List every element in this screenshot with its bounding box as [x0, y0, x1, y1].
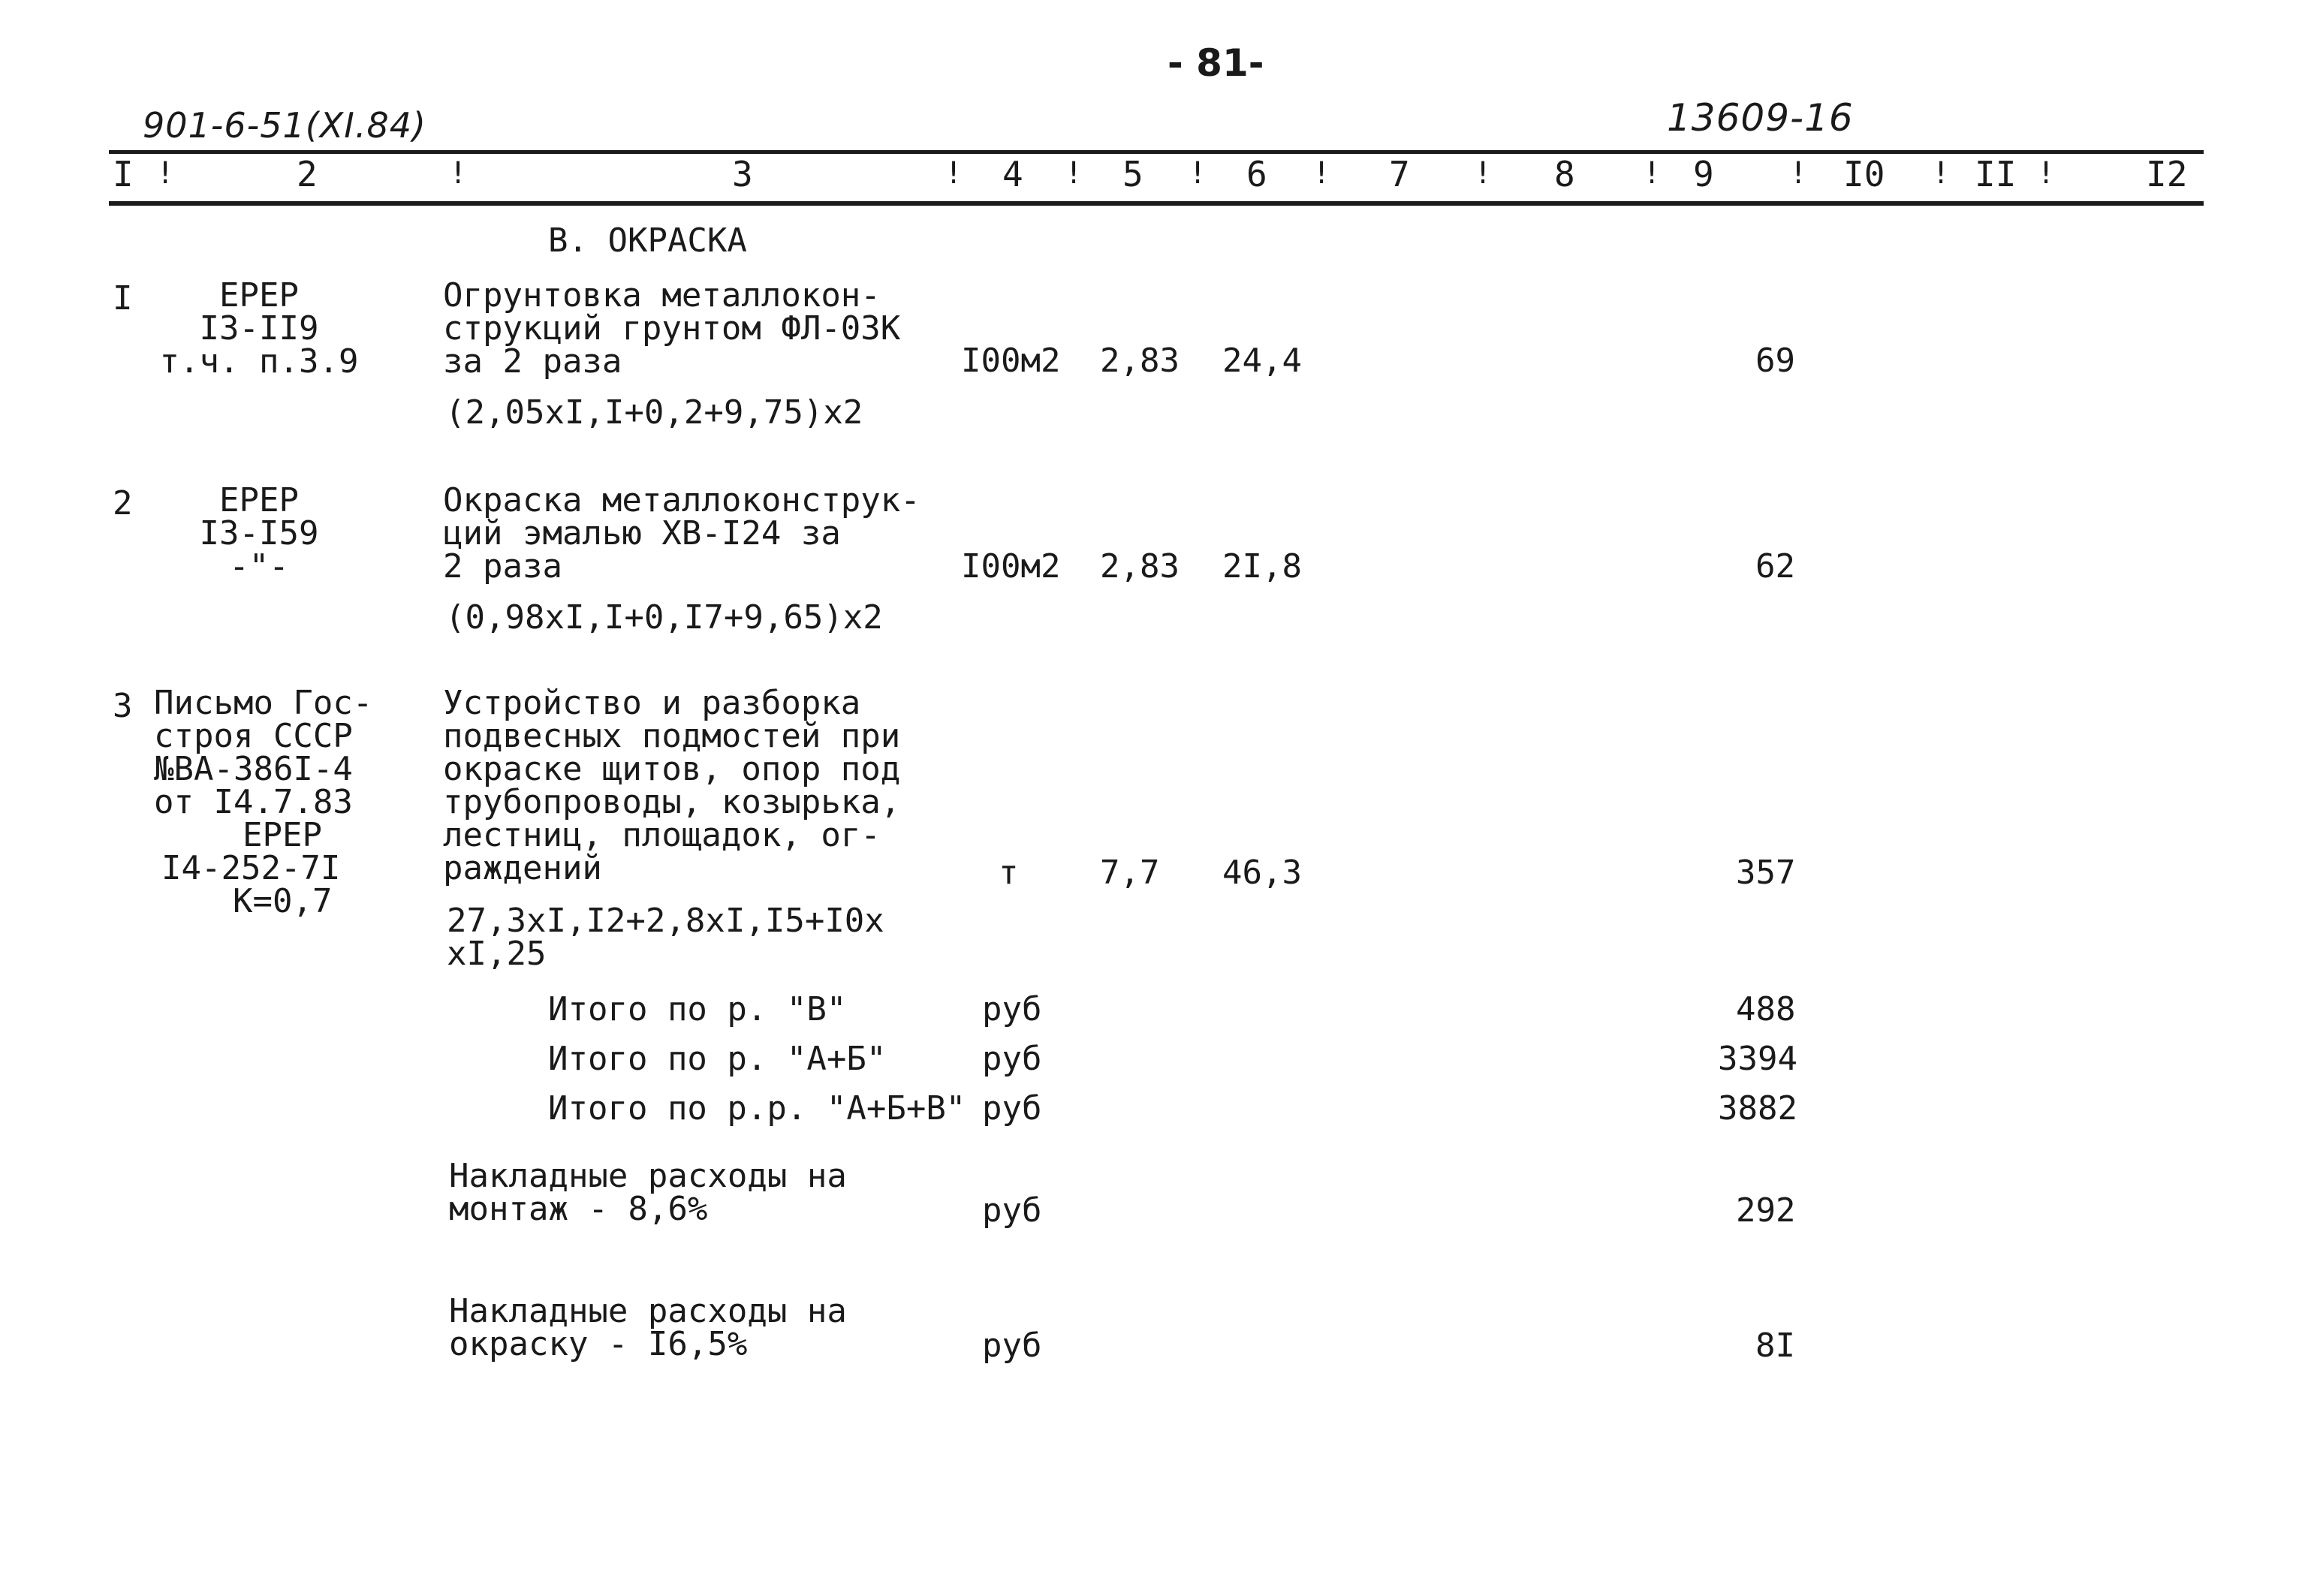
col-separator: ! — [1932, 156, 1951, 191]
totals-unit: руб — [982, 1040, 1042, 1078]
row-quantity: 7,7 — [1100, 854, 1160, 892]
row-description: Окраска металлоконструк- ций эмалью ХВ-I24 за 2 раза — [443, 481, 920, 586]
row-total: 62 — [1755, 547, 1795, 586]
col-header-12: I2 — [2146, 154, 2188, 194]
col-header-7: 7 — [1389, 154, 1410, 194]
totals-label: Итого по р. "В" — [548, 990, 847, 1028]
col-header-9: 9 — [1693, 154, 1714, 194]
row-description: Устройство и разборка подвесных подмостей при окраске щитов, опор под трубопроводы, козырька, лестниц, площадок, ог- раждений — [443, 684, 901, 887]
totals-unit: руб — [982, 1089, 1042, 1128]
overhead-unit: руб — [982, 1326, 1042, 1365]
row-number: 3 — [113, 687, 133, 725]
row-quantity: 2,83 — [1100, 342, 1180, 380]
totals-label: Итого по р. "А+Б" — [548, 1040, 887, 1078]
totals-label: Итого по р.р. "А+Б+В" — [548, 1089, 966, 1128]
row-total: 357 — [1736, 854, 1796, 892]
row-formula: (2,05xI,I+0,2+9,75)x2 — [445, 393, 863, 432]
row-reference: Письмо Гос- строя СССР №ВА-386I-4 от I4.7.83 ЕРЕР I4-252-7I К=0,7 — [154, 684, 373, 920]
col-separator: ! — [1789, 156, 1808, 191]
row-formula: (0,98xI,I+0,I7+9,65)x2 — [445, 598, 883, 637]
row-description: Огрунтовка металлокон- струкций грунтом ФЛ-03К за 2 раза — [443, 276, 901, 381]
col-separator: ! — [945, 156, 963, 191]
col-header-6: 6 — [1246, 154, 1267, 194]
totals-unit: руб — [982, 990, 1042, 1028]
page-number: - 81- — [1168, 41, 1264, 85]
row-number: I — [113, 279, 133, 318]
doc-code-right: 13609-16 — [1667, 96, 1854, 140]
totals-value: 3882 — [1718, 1089, 1797, 1128]
row-reference: ЕРЕР I3-I59 -"- — [199, 481, 319, 586]
row-unit: т — [999, 854, 1019, 892]
row-price: 46,3 — [1222, 854, 1302, 892]
col-separator: ! — [1189, 156, 1207, 191]
row-total: 69 — [1755, 342, 1795, 380]
row-quantity: 2,83 — [1100, 547, 1180, 586]
header-bottom-rule — [109, 201, 2204, 206]
totals-value: 3394 — [1718, 1040, 1797, 1078]
col-header-3: 3 — [732, 154, 753, 194]
col-header-1: I — [113, 154, 134, 194]
col-header-2: 2 — [297, 154, 318, 194]
row-unit: I00м2 — [961, 547, 1061, 586]
row-formula: 27,3xI,I2+2,8xI,I5+I0x xI,25 — [447, 902, 884, 973]
row-price: 2I,8 — [1222, 547, 1302, 586]
totals-value: 488 — [1736, 990, 1796, 1028]
col-separator: ! — [1474, 156, 1493, 191]
row-price: 24,4 — [1222, 342, 1302, 380]
col-header-4: 4 — [1002, 154, 1023, 194]
col-separator: ! — [1643, 156, 1662, 191]
overhead-value: 8I — [1755, 1326, 1795, 1365]
col-separator: ! — [1065, 156, 1083, 191]
section-title: В. ОКРАСКА — [548, 221, 747, 260]
overhead-description: Накладные расходы на окраску - I6,5% — [449, 1292, 847, 1363]
overhead-value: 292 — [1736, 1191, 1796, 1230]
col-header-10: I0 — [1843, 154, 1885, 194]
col-header-5: 5 — [1122, 154, 1143, 194]
col-separator: ! — [156, 156, 175, 191]
row-unit: I00м2 — [961, 342, 1061, 380]
col-header-11: II — [1975, 154, 2017, 194]
overhead-unit: руб — [982, 1191, 1042, 1230]
col-header-8: 8 — [1554, 154, 1575, 194]
header-top-rule — [109, 150, 2204, 154]
overhead-description: Накладные расходы на монтаж - 8,6% — [449, 1157, 847, 1228]
col-separator: ! — [449, 156, 468, 191]
row-reference: ЕРЕР I3-II9 т.ч. п.3.9 — [159, 276, 359, 381]
row-number: 2 — [113, 484, 133, 522]
col-separator: ! — [1312, 156, 1331, 191]
doc-code-left: 901-6-51(XI.84) — [143, 105, 426, 146]
col-separator: ! — [2037, 156, 2056, 191]
